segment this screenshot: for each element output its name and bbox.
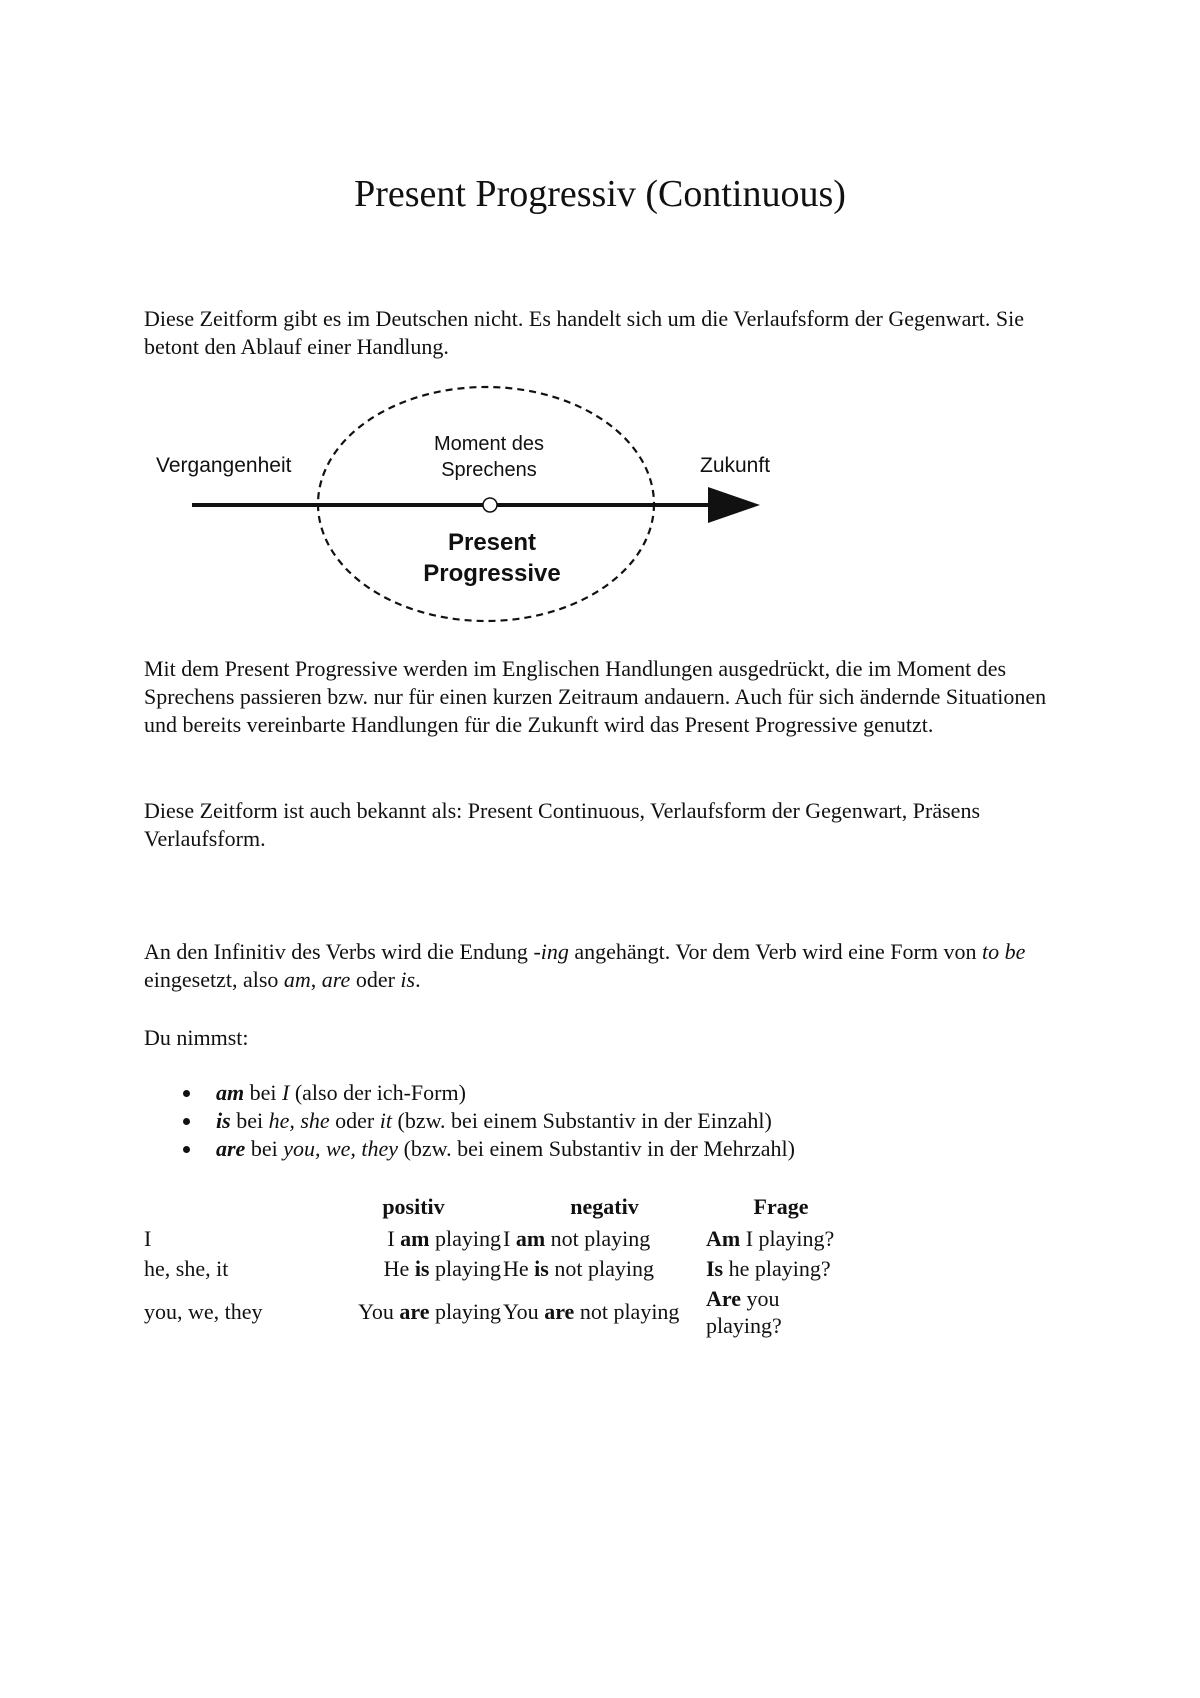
aka-paragraph: Diese Zeitform ist auch bekannt als: Present Continuous, Verlaufsform der Gegenwart, Präsens Verlaufsform. bbox=[144, 798, 980, 851]
aux-verb: am bbox=[515, 1226, 546, 1251]
positive-cell bbox=[286, 1284, 501, 1340]
cell-text: I playing? bbox=[740, 1226, 835, 1251]
aux-verb: are bbox=[544, 1299, 575, 1324]
question-cell bbox=[706, 1284, 856, 1340]
formation-text: . bbox=[415, 967, 421, 992]
subject: you, we, they bbox=[283, 1136, 399, 1161]
formation-text: , bbox=[310, 967, 322, 992]
question-cell bbox=[706, 1224, 856, 1254]
list-text: (also der ich-Form) bbox=[289, 1080, 466, 1105]
list-text: bei bbox=[244, 1080, 283, 1105]
person-cell: I bbox=[144, 1226, 152, 1251]
subject: it bbox=[379, 1108, 392, 1133]
column-header-frage: Frage bbox=[753, 1194, 809, 1219]
cell-text: playing bbox=[429, 1256, 501, 1281]
page-title: Present Progressiv (Continuous) bbox=[354, 173, 846, 215]
formation-paragraph bbox=[144, 938, 1084, 994]
cell-text: not playing bbox=[548, 1256, 654, 1281]
cell-text: You bbox=[358, 1299, 400, 1324]
moment-label-line1: Moment des bbox=[433, 433, 545, 455]
tense-label-line1: Present bbox=[447, 529, 537, 556]
am-term: am bbox=[283, 967, 311, 992]
subject: he, she bbox=[268, 1108, 330, 1133]
cell-text: I bbox=[503, 1226, 516, 1251]
table-row bbox=[144, 1284, 856, 1340]
list-item bbox=[144, 1107, 1044, 1135]
ing-ending: -ing bbox=[533, 939, 569, 964]
aux-verb: Am bbox=[706, 1226, 741, 1251]
positive-cell bbox=[286, 1224, 501, 1254]
aux-verb: is bbox=[534, 1256, 549, 1281]
tense-label-line2: Progressive bbox=[423, 560, 561, 587]
to-be-term: to be bbox=[981, 939, 1026, 964]
question-cell bbox=[706, 1254, 856, 1284]
aux-verb: Is bbox=[706, 1256, 724, 1281]
cell-text: He bbox=[503, 1256, 535, 1281]
list-text: bei bbox=[230, 1108, 269, 1133]
subject: I bbox=[282, 1080, 290, 1105]
verb-form: is bbox=[216, 1108, 231, 1133]
past-label: Vergangenheit bbox=[156, 454, 292, 477]
negative-cell bbox=[501, 1254, 706, 1284]
table-row bbox=[144, 1224, 856, 1254]
list-text: bei bbox=[245, 1136, 284, 1161]
formation-text: oder bbox=[350, 967, 401, 992]
timeline-diagram bbox=[150, 380, 800, 640]
cell-text: playing bbox=[429, 1299, 501, 1324]
timeline-arrow-head bbox=[708, 487, 760, 523]
cell-text: he playing? bbox=[723, 1256, 831, 1281]
du-nimmst-label: Du nimmst: bbox=[144, 1025, 249, 1050]
verb-form-list bbox=[144, 1079, 1044, 1163]
person-cell: you, we, they bbox=[144, 1299, 263, 1324]
intro-paragraph: Diese Zeitform gibt es im Deutschen nicht. Es handelt sich um die Verlaufsform der Gegenwart. Sie betont den Ablauf einer Handlung. bbox=[144, 306, 1024, 359]
cell-text: playing bbox=[429, 1226, 501, 1251]
speaking-moment-point bbox=[483, 498, 497, 512]
cell-text: you playing? bbox=[706, 1286, 782, 1338]
cell-text: I bbox=[387, 1226, 401, 1251]
bullet-icon bbox=[183, 1146, 190, 1153]
are-term: are bbox=[321, 967, 351, 992]
moment-label-line2: Sprechens bbox=[441, 459, 537, 481]
formation-text: angehängt. Vor dem Verb wird eine Form von bbox=[568, 939, 982, 964]
column-header-positiv: positiv bbox=[382, 1194, 445, 1219]
column-header-person bbox=[144, 1190, 286, 1224]
conjugation-table bbox=[144, 1190, 856, 1340]
future-label: Zukunft bbox=[700, 454, 771, 477]
cell-text: not playing bbox=[545, 1226, 651, 1251]
cell-text: He bbox=[383, 1256, 415, 1281]
is-term: is bbox=[400, 967, 416, 992]
aux-verb: am bbox=[400, 1226, 430, 1251]
usage-paragraph: Mit dem Present Progressive werden im Englischen Handlungen ausgedrückt, die im Moment des Sprechens passieren bzw. nur für einen kurzen Zeitraum andauern. Auch für sich ändernde Situationen und bereits vereinbarte Handlungen für die Zukunft wird das Present Progressive genutzt. bbox=[144, 656, 1047, 737]
cell-text: You bbox=[503, 1299, 545, 1324]
list-text: (bzw. bei einem Substantiv in der Mehrzahl) bbox=[398, 1136, 795, 1161]
cell-text: not playing bbox=[574, 1299, 680, 1324]
list-text: (bzw. bei einem Substantiv in der Einzahl) bbox=[392, 1108, 772, 1133]
column-header-negativ: negativ bbox=[570, 1194, 639, 1219]
bullet-icon bbox=[183, 1090, 190, 1097]
formation-text: An den Infinitiv des Verbs wird die Endung bbox=[144, 939, 534, 964]
formation-text: eingesetzt, also bbox=[144, 967, 284, 992]
aux-verb: are bbox=[399, 1299, 430, 1324]
negative-cell bbox=[501, 1224, 706, 1254]
list-item bbox=[144, 1079, 1044, 1107]
list-item bbox=[144, 1135, 1044, 1163]
list-text: oder bbox=[329, 1108, 380, 1133]
verb-form: are bbox=[216, 1136, 246, 1161]
aux-verb: is bbox=[414, 1256, 430, 1281]
person-cell: he, she, it bbox=[144, 1256, 229, 1281]
aux-verb: Are bbox=[706, 1286, 742, 1311]
positive-cell bbox=[286, 1254, 501, 1284]
negative-cell bbox=[501, 1284, 706, 1340]
bullet-icon bbox=[183, 1118, 190, 1125]
table-header-row bbox=[144, 1190, 856, 1224]
table-row bbox=[144, 1254, 856, 1284]
verb-form: am bbox=[216, 1080, 245, 1105]
